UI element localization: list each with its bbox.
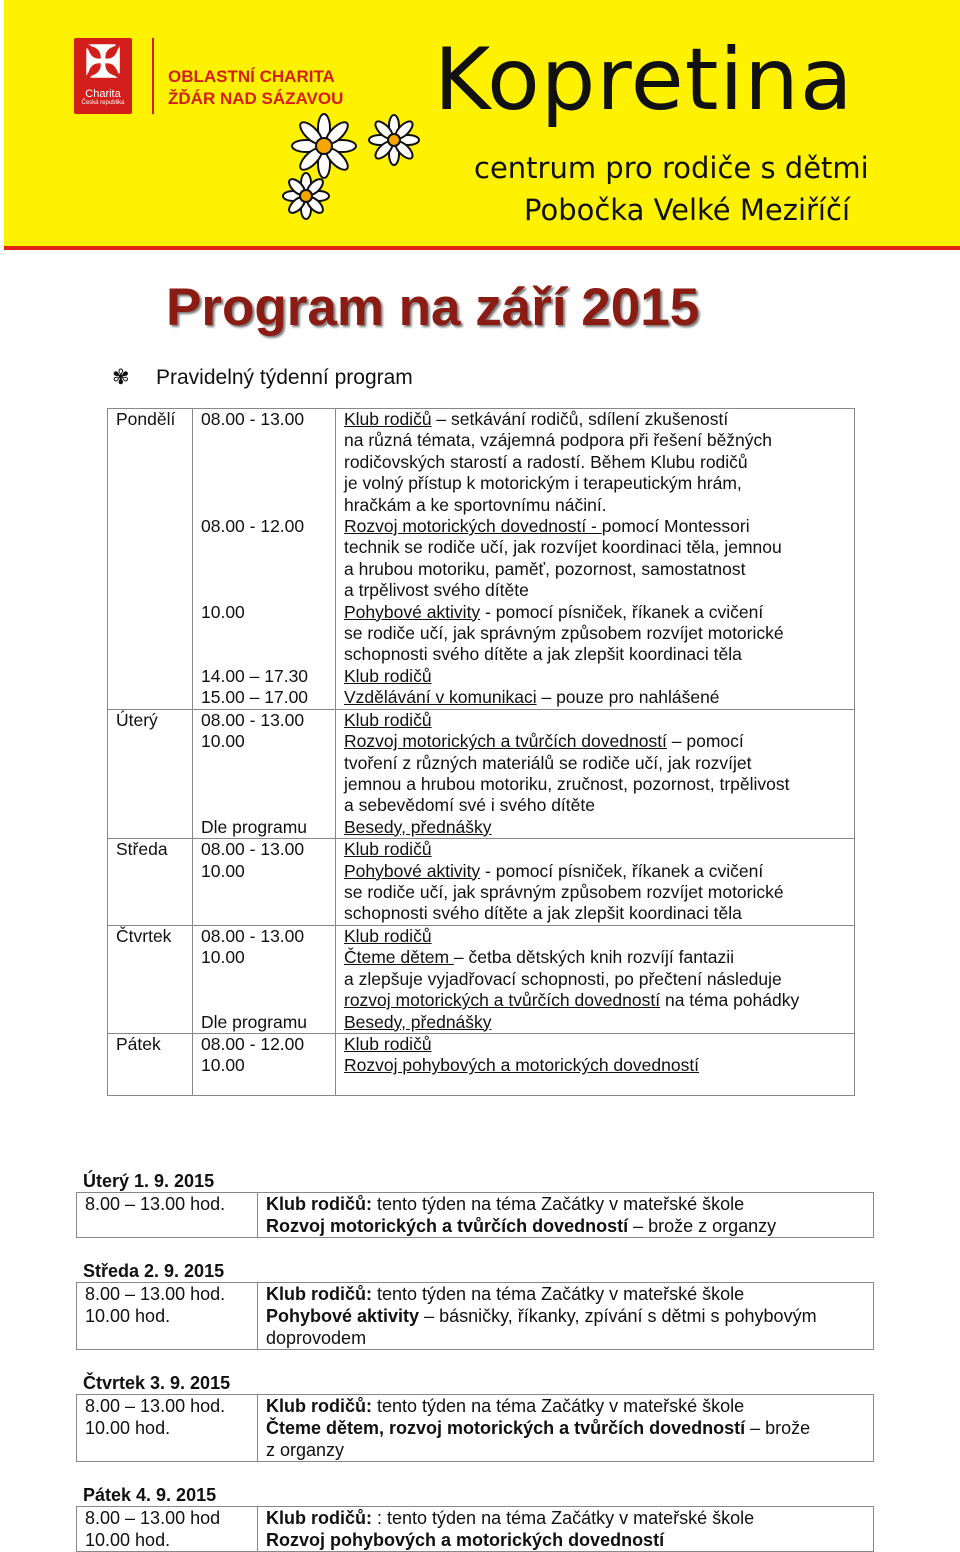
time-cell	[193, 709, 336, 838]
activity-cell	[258, 1283, 874, 1350]
activity-text: na téma pohádky	[660, 990, 800, 1011]
time-value: 08.00 - 13.00	[201, 709, 305, 730]
day-label: Čtvrtek	[116, 925, 172, 946]
activity-text: se rodiče učí, jak správným způsobem rozvíjet motorické	[344, 882, 784, 903]
table-row	[108, 709, 855, 838]
activity-name: Klub rodičů	[344, 709, 432, 730]
page-title: Program na září 2015	[166, 278, 700, 337]
activity-text: jemnou a hrubou motoriku, zručnost, pozornost, trpělivost	[344, 774, 790, 794]
tagline-1: centrum pro rodiče s dětmi	[474, 151, 869, 185]
activity-text: a zlepšuje vyjadřovací schopnosti, po přečtení následuje	[344, 968, 782, 989]
activity-text: a hrubou motoriku, paměť, pozornost, samostatnost	[344, 558, 746, 579]
activity-cell	[336, 925, 855, 1033]
logo-divider	[152, 38, 154, 114]
day-label: Pátek	[116, 1034, 161, 1054]
activity-text: hračkám a ke sportovnímu náčiní.	[344, 494, 607, 515]
activity-cell	[336, 1034, 855, 1096]
logo-subtext: Česká republika	[81, 100, 125, 106]
time-cell	[193, 409, 336, 710]
cross-icon: ✠	[84, 38, 122, 87]
time-value: 08.00 - 12.00	[201, 1034, 305, 1054]
time-value: 15.00 – 17.00	[201, 687, 309, 708]
activity-text: tento týden na téma Začátky v mateřské škole	[372, 1284, 745, 1304]
day-schedule-table	[76, 1394, 874, 1462]
day-heading: Středa 2. 9. 2015	[83, 1261, 225, 1281]
activity-name: Besedy, přednášky	[344, 816, 492, 837]
activity-name: Čteme dětem, rozvoj motorických a tvůrčích dovedností	[266, 1418, 746, 1438]
time-cell	[193, 925, 336, 1033]
time-cell	[77, 1507, 258, 1552]
activity-name: Rozvoj pohybových a motorických dovedností	[344, 1055, 700, 1076]
brand-name: Kopretina	[434, 30, 854, 130]
activity-cell	[258, 1507, 874, 1552]
activity-name: Klub rodičů:	[266, 1194, 372, 1214]
time-value: 08.00 - 13.00	[201, 839, 305, 860]
header-banner	[4, 0, 960, 250]
flower-bullet-icon: ✾	[112, 366, 130, 389]
activity-text: rodičovských starostí a radostí. Během Klubu rodičů	[344, 451, 748, 472]
time-value: 14.00 – 17.30	[201, 665, 309, 686]
table-row	[77, 1507, 874, 1552]
day-label: Středa	[116, 839, 168, 860]
activity-cell	[336, 709, 855, 838]
activity-name: Rozvoj motorických dovedností -	[344, 516, 602, 537]
activity-name: Klub rodičů:	[266, 1396, 372, 1416]
day-cell	[108, 1034, 193, 1096]
table-row	[77, 1283, 874, 1350]
activity-name: Rozvoj motorických a tvůrčích dovedností	[344, 731, 667, 752]
time-cell	[77, 1283, 258, 1350]
activity-text: na různá témata, vzájemná podpora při řešení běžných	[344, 430, 773, 451]
activity-text: tento týden na téma Začátky v mateřské škole	[372, 1194, 745, 1214]
weekly-program-table	[107, 408, 855, 1096]
org-line-1: OBLASTNÍ CHARITA	[168, 67, 335, 86]
day-label: Pondělí	[116, 409, 176, 429]
time-value: 8.00 – 13.00 hod.	[85, 1194, 226, 1214]
activity-name: Pohybové aktivity	[344, 860, 481, 881]
activity-name: Čteme dětem	[344, 947, 454, 968]
activity-text: - pomocí písniček, říkanek a cvičení	[480, 860, 764, 881]
logo-text: Charita	[85, 88, 121, 100]
activity-name: Klub rodičů:	[266, 1508, 372, 1528]
table-row	[77, 1395, 874, 1462]
daisy-flowers-icon	[266, 112, 426, 222]
tagline-2: Pobočka Velké Meziříčí	[524, 193, 850, 227]
activity-name: Besedy, přednášky	[344, 1011, 492, 1032]
time-value: 10.00	[201, 860, 245, 881]
day-heading: Pátek 4. 9. 2015	[83, 1485, 217, 1505]
table-row	[77, 1193, 874, 1238]
time-value: 10.00	[201, 601, 245, 622]
activity-text: se rodiče učí, jak správným způsobem rozvíjet motorické	[344, 623, 784, 644]
activity-name: Klub rodičů	[344, 665, 432, 686]
activity-text: - pomocí písniček, říkanek a cvičení	[480, 601, 764, 622]
activity-text: je volný přístup k motorickým i terapeutickým hrám,	[344, 473, 742, 494]
activity-text: – brože z organzy	[628, 1216, 777, 1236]
activity-text: a trpělivost svého dítěte	[344, 580, 529, 601]
activity-cell	[258, 1193, 874, 1238]
day-cell	[108, 409, 193, 710]
activity-text: tvoření z různých materiálů se rodiče učí, jak rozvíjet	[344, 752, 752, 773]
day-heading: Úterý 1. 9. 2015	[83, 1171, 215, 1191]
activity-text: – setkávání rodičů, sdílení zkušeností	[431, 409, 729, 429]
activity-cell	[336, 839, 855, 926]
activity-name: rozvoj motorických a tvůrčích dovedností	[344, 990, 661, 1011]
activity-text: technik se rodiče učí, jak rozvíjet koordinaci těla, jemnou	[344, 537, 782, 558]
activity-text: pomocí Montessori	[601, 516, 750, 537]
time-value: 8.00 – 13.00 hod.	[85, 1284, 226, 1304]
activity-name: Rozvoj pohybových a motorických dovedností	[266, 1530, 665, 1550]
activity-cell	[336, 409, 855, 710]
day-cell	[108, 839, 193, 926]
time-value: 08.00 - 12.00	[201, 516, 305, 536]
activity-text: schopnosti svého dítěte a jak zlepšit koordinaci těla	[344, 644, 742, 665]
time-value: Dle programu	[201, 816, 308, 837]
activity-name: Klub rodičů	[344, 1034, 432, 1054]
weekly-section-heading	[112, 364, 413, 392]
day-schedule-table	[76, 1282, 874, 1350]
activity-text: – pomocí	[666, 731, 744, 752]
activity-text: – pouze pro nahlášené	[536, 687, 720, 708]
time-value: 10.00 hod.	[85, 1530, 171, 1550]
weekly-heading-text: Pravidelný týdenní program	[156, 366, 413, 389]
time-value: 10.00	[201, 731, 245, 752]
activity-name: Klub rodičů	[344, 409, 432, 429]
activity-text: a sebevědomí své i svého dítěte	[344, 795, 595, 816]
time-cell	[193, 839, 336, 926]
time-value: 10.00 hod.	[85, 1306, 171, 1326]
activity-text: – četba dětských knih rozvíjí fantazii	[453, 947, 735, 968]
time-cell	[77, 1395, 258, 1462]
day-label: Úterý	[116, 709, 158, 730]
activity-text: schopnosti svého dítěte a jak zlepšit koordinaci těla	[344, 903, 742, 924]
activity-cell	[258, 1395, 874, 1462]
day-cell	[108, 925, 193, 1033]
day-schedule-table	[76, 1506, 874, 1552]
time-value: 10.00 hod.	[85, 1418, 171, 1438]
table-row	[108, 925, 855, 1033]
activity-text: z organzy	[266, 1440, 345, 1460]
charita-logo	[74, 38, 132, 114]
time-value: Dle programu	[201, 1011, 308, 1032]
day-cell	[108, 709, 193, 838]
activity-text: – básničky, říkanky, zpívání s dětmi s pohybovým	[419, 1306, 817, 1326]
day-heading: Čtvrtek 3. 9. 2015	[83, 1373, 231, 1393]
time-value: 08.00 - 13.00	[201, 409, 305, 429]
time-value: 10.00	[201, 1055, 245, 1076]
organization-name	[168, 66, 343, 110]
time-value: 08.00 - 13.00	[201, 925, 305, 946]
time-cell	[77, 1193, 258, 1238]
table-row	[108, 409, 855, 710]
activity-name: Rozvoj motorických a tvůrčích dovedností	[266, 1216, 629, 1236]
activity-text: : tento týden na téma Začátky v mateřské škole	[372, 1508, 755, 1528]
activity-text: tento týden na téma Začátky v mateřské škole	[372, 1396, 745, 1416]
table-row	[108, 839, 855, 926]
activity-name: Vzdělávání v komunikaci	[344, 687, 537, 708]
table-row	[108, 1034, 855, 1096]
time-value: 8.00 – 13.00 hod.	[85, 1396, 226, 1416]
day-schedule-table	[76, 1192, 874, 1238]
activity-text: doprovodem	[266, 1328, 367, 1348]
activity-name: Klub rodičů	[344, 925, 432, 946]
activity-text: – brože	[745, 1418, 811, 1438]
time-cell	[193, 1034, 336, 1096]
activity-name: Klub rodičů	[344, 839, 432, 860]
activity-name: Pohybové aktivity	[344, 601, 481, 622]
activity-name: Pohybové aktivity	[266, 1306, 420, 1326]
time-value: 10.00	[201, 947, 245, 968]
org-line-2: ŽĎÁR NAD SÁZAVOU	[168, 89, 344, 108]
activity-name: Klub rodičů:	[266, 1284, 372, 1304]
time-value: 8.00 – 13.00 hod	[85, 1508, 221, 1528]
